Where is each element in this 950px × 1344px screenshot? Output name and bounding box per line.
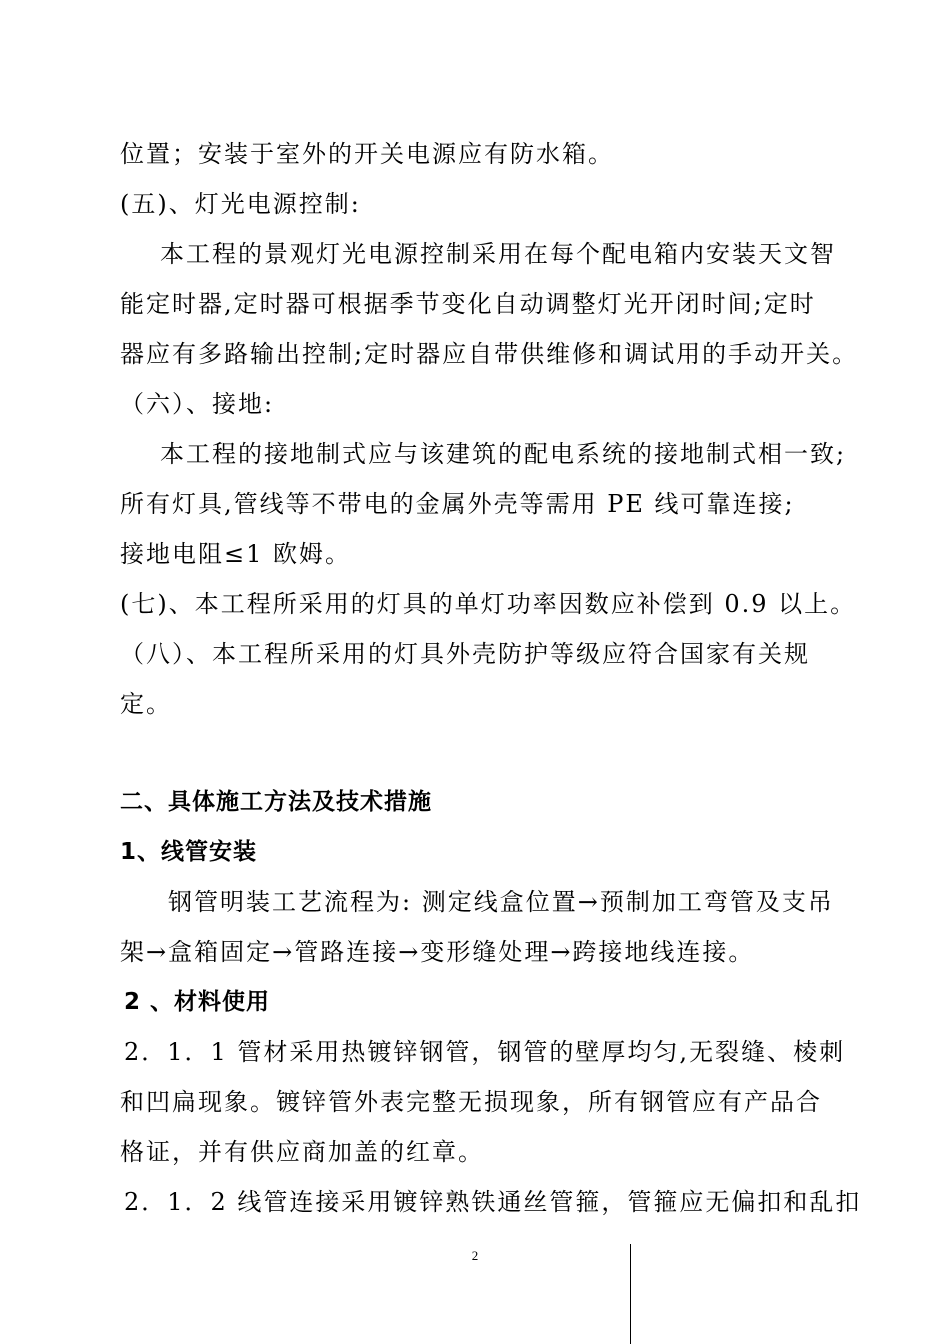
section-heading-8: （八）、本工程所采用的灯具外壳防护等级应符合国家有关规: [120, 640, 810, 668]
subsection-heading: 1、线管安装: [120, 839, 258, 865]
paragraph-line: 2．1．2 线管连接采用镀锌熟铁通丝管箍，管箍应无偏扣和乱扣: [124, 1188, 862, 1216]
paragraph-line: 位置；安装于室外的开关电源应有防水箱。: [120, 140, 614, 168]
paragraph-line: 器应有多路输出控制;定时器应自带供维修和调试用的手动开关。: [120, 340, 859, 368]
paragraph-line: 格证，并有供应商加盖的红章。: [120, 1138, 484, 1166]
paragraph-line: 和凹扁现象。镀锌管外表完整无损现象，所有钢管应有产品合: [120, 1088, 822, 1116]
paragraph-line: 所有灯具,管线等不带电的金属外壳等需用 PE 线可靠连接;: [120, 490, 795, 518]
section-heading-5: (五)、灯光电源控制:: [120, 190, 361, 218]
paragraph-line: 本工程的景观灯光电源控制采用在每个配电箱内安装天文智: [160, 240, 836, 268]
paragraph-line: 本工程的接地制式应与该建筑的配电系统的接地制式相一致;: [160, 440, 847, 468]
paragraph-line: 能定时器,定时器可根据季节变化自动调整灯光开闭时间;定时: [120, 290, 816, 318]
section-heading-7: (七)、本工程所采用的灯具的单灯功率因数应补偿到 0.9 以上。: [120, 590, 857, 618]
subsection-heading: 2 、材料使用: [124, 989, 271, 1015]
paragraph-line: 钢管明装工艺流程为: 测定线盒位置→预制加工弯管及支吊: [168, 888, 834, 916]
margin-divider: [630, 1244, 631, 1344]
section-heading-6: （六）、接地:: [120, 390, 275, 418]
paragraph-line: 定。: [120, 690, 172, 718]
page-number: 2: [471, 1248, 479, 1263]
chapter-heading: 二、具体施工方法及技术措施: [120, 789, 432, 815]
paragraph-line: 2．1．1 管材采用热镀锌钢管，钢管的壁厚均匀,无裂缝、棱刺: [124, 1038, 846, 1066]
paragraph-line: 接地电阻≤1 欧姆。: [120, 540, 352, 568]
paragraph-line: 架→盒箱固定→管路连接→变形缝处理→跨接地线连接。: [120, 938, 755, 966]
